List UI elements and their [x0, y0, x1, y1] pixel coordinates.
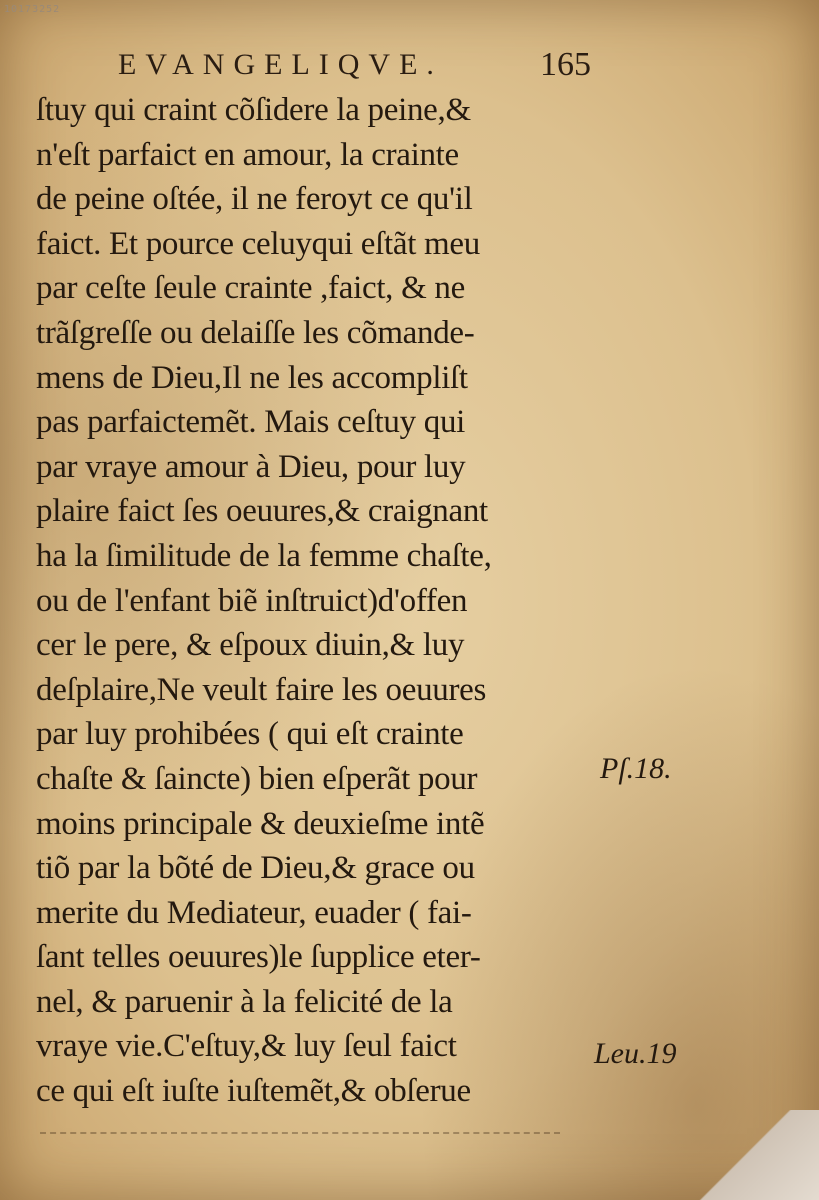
text-line: par ceſte ſeule crainte ,faict, & ne: [36, 270, 465, 307]
text-line: ha la ſimilitude de la femme chaſte,: [36, 537, 492, 574]
text-line: vraye vie.C'eſtuy,& luy ſeul faict: [36, 1028, 457, 1065]
text-line: par vraye amour à Dieu, pour luy: [36, 448, 466, 485]
text-line: nel, & paruenir à la felicité de la: [36, 983, 453, 1020]
text-line: cer le pere, & eſpoux diuin,& luy: [36, 627, 465, 664]
text-line: plaire faict ſes oeuures,& craignant: [36, 493, 488, 530]
text-line: par luy prohibées ( qui eſt crainte: [36, 716, 464, 753]
text-line: mens de Dieu,Il ne les accompliſt: [36, 359, 468, 396]
bottom-rule: [40, 1128, 560, 1134]
text-line: trãſgreſſe ou delaiſſe les cõmande-: [36, 314, 475, 351]
body-text: [36, 88, 606, 1114]
text-line: faict. Et pource celuyqui eſtãt meu: [36, 225, 480, 262]
text-line: n'eſt parfaict en amour, la crainte: [36, 136, 459, 173]
text-line: ou de l'enfant biẽ inſtruict)d'offen: [36, 582, 468, 619]
margin-note-leviticus: Leu.19: [594, 1037, 677, 1070]
text-line: chaſte & ſaincte) bien eſperãt pour: [36, 760, 478, 797]
text-line: ce qui eſt iuſte iuſtemẽt,& obſerue: [36, 1073, 471, 1110]
torn-corner: [669, 1110, 819, 1200]
margin-note-psalm: Pſ.18.: [600, 752, 672, 785]
running-head: EVANGELIQVE.: [118, 48, 443, 81]
text-line: merite du Mediateur, euader ( fai-: [36, 894, 472, 931]
text-line: de peine oſtée, il ne feroyt ce qu'il: [36, 181, 473, 218]
text-line: ſant telles oeuures)le ſupplice eter-: [36, 939, 481, 976]
text-line: deſplaire,Ne veult faire les oeuures: [36, 671, 487, 708]
text-line: tiõ par la bõté de Dieu,& grace ou: [36, 850, 475, 887]
text-line: pas parfaictemẽt. Mais ceſtuy qui: [36, 404, 466, 441]
text-line: ſtuy qui craint cõſidere la peine,&: [36, 92, 471, 128]
text-line: moins principale & deuxieſme intẽ: [36, 805, 485, 842]
page-number: 165: [540, 46, 591, 83]
library-stamp: 10173252: [4, 4, 61, 15]
